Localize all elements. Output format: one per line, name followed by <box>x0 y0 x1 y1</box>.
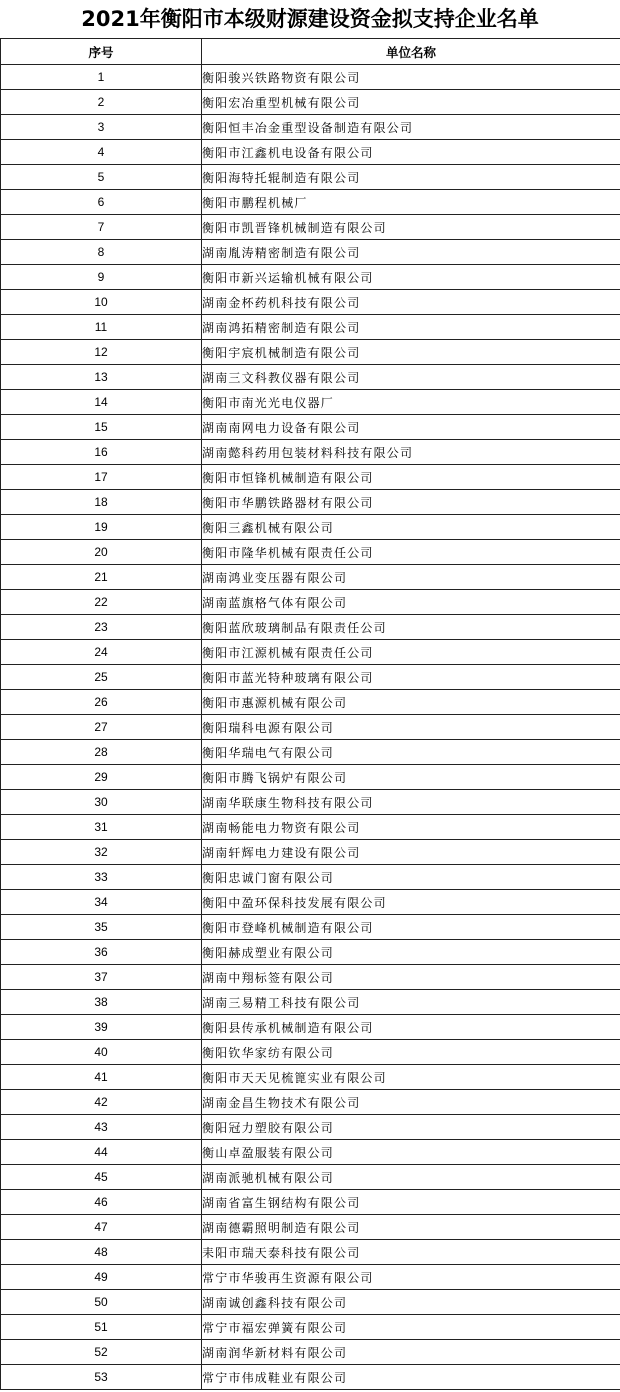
serial-number-cell: 10 <box>1 290 202 315</box>
company-name-cell: 湖南鸿业变压器有限公司 <box>202 565 620 590</box>
serial-number-cell: 18 <box>1 490 202 515</box>
company-name-cell: 常宁市福宏弹簧有限公司 <box>202 1315 620 1340</box>
table-row <box>1 1140 620 1165</box>
table-row <box>1 565 620 590</box>
serial-number-cell: 36 <box>1 940 202 965</box>
table-row <box>1 1115 620 1140</box>
company-name-cell: 衡阳瑞科电源有限公司 <box>202 715 620 740</box>
table-row <box>1 1240 620 1265</box>
company-name-cell: 湖南金杯药机科技有限公司 <box>202 290 620 315</box>
serial-number-cell: 29 <box>1 765 202 790</box>
company-name-cell: 湖南鸿拓精密制造有限公司 <box>202 315 620 340</box>
company-name-cell: 衡阳华瑞电气有限公司 <box>202 740 620 765</box>
company-name-cell: 湖南华联康生物科技有限公司 <box>202 790 620 815</box>
company-table <box>0 38 620 1390</box>
table-row <box>1 640 620 665</box>
serial-number-cell: 50 <box>1 1290 202 1315</box>
company-name-cell: 衡阳市天天见梳篦实业有限公司 <box>202 1065 620 1090</box>
company-name-cell: 衡阳钦华家纺有限公司 <box>202 1040 620 1065</box>
company-name-cell: 衡阳市恒锋机械制造有限公司 <box>202 465 620 490</box>
company-name-cell: 湖南金昌生物技术有限公司 <box>202 1090 620 1115</box>
serial-number-cell: 40 <box>1 1040 202 1065</box>
serial-number-cell: 43 <box>1 1115 202 1140</box>
company-name-cell: 衡阳市登峰机械制造有限公司 <box>202 915 620 940</box>
company-name-cell: 衡阳三鑫机械有限公司 <box>202 515 620 540</box>
table-row <box>1 315 620 340</box>
company-name-cell: 衡阳市华鹏铁路器材有限公司 <box>202 490 620 515</box>
table-row <box>1 90 620 115</box>
table-row <box>1 440 620 465</box>
table-row <box>1 265 620 290</box>
table-row <box>1 490 620 515</box>
company-name-cell: 常宁市华骏再生资源有限公司 <box>202 1265 620 1290</box>
serial-number-cell: 34 <box>1 890 202 915</box>
serial-number-cell: 27 <box>1 715 202 740</box>
table-row <box>1 940 620 965</box>
serial-number-cell: 3 <box>1 115 202 140</box>
company-name-cell: 衡阳骏兴铁路物资有限公司 <box>202 65 620 90</box>
serial-number-cell: 46 <box>1 1190 202 1215</box>
serial-number-cell: 16 <box>1 440 202 465</box>
company-name-cell: 湖南省富生钢结构有限公司 <box>202 1190 620 1215</box>
company-name-cell: 衡阳市新兴运输机械有限公司 <box>202 265 620 290</box>
company-name-cell: 衡阳市江源机械有限责任公司 <box>202 640 620 665</box>
serial-number-cell: 53 <box>1 1365 202 1390</box>
serial-number-cell: 20 <box>1 540 202 565</box>
table-row <box>1 990 620 1015</box>
company-name-cell: 常宁市伟成鞋业有限公司 <box>202 1365 620 1390</box>
company-name-cell: 衡山卓盈服装有限公司 <box>202 1140 620 1165</box>
table-header-row <box>1 39 620 65</box>
table-row <box>1 290 620 315</box>
table-row <box>1 815 620 840</box>
serial-number-cell: 2 <box>1 90 202 115</box>
table-row <box>1 515 620 540</box>
company-name-cell: 衡阳宏冶重型机械有限公司 <box>202 90 620 115</box>
company-name-cell: 湖南派驰机械有限公司 <box>202 1165 620 1190</box>
table-row <box>1 1165 620 1190</box>
table-row <box>1 540 620 565</box>
company-name-cell: 衡阳赫成塑业有限公司 <box>202 940 620 965</box>
company-name-cell: 湖南三文科教仪器有限公司 <box>202 365 620 390</box>
company-name-cell: 湖南德霸照明制造有限公司 <box>202 1215 620 1240</box>
serial-number-cell: 28 <box>1 740 202 765</box>
table-row <box>1 690 620 715</box>
table-row <box>1 1315 620 1340</box>
serial-number-cell: 19 <box>1 515 202 540</box>
table-row <box>1 190 620 215</box>
serial-number-cell: 8 <box>1 240 202 265</box>
company-name-cell: 衡阳海特托辊制造有限公司 <box>202 165 620 190</box>
company-name-cell: 衡阳市凯晋锋机械制造有限公司 <box>202 215 620 240</box>
serial-number-cell: 25 <box>1 665 202 690</box>
serial-number-cell: 9 <box>1 265 202 290</box>
serial-number-cell: 6 <box>1 190 202 215</box>
table-row <box>1 1290 620 1315</box>
table-row <box>1 415 620 440</box>
company-name-cell: 衡阳市鹏程机械厂 <box>202 190 620 215</box>
company-name-cell: 湖南懿科药用包装材料科技有限公司 <box>202 440 620 465</box>
serial-number-cell: 12 <box>1 340 202 365</box>
table-row <box>1 915 620 940</box>
table-row <box>1 165 620 190</box>
table-row <box>1 140 620 165</box>
table-row <box>1 740 620 765</box>
serial-number-cell: 7 <box>1 215 202 240</box>
serial-number-cell: 47 <box>1 1215 202 1240</box>
table-row <box>1 840 620 865</box>
table-row <box>1 1190 620 1215</box>
table-row <box>1 590 620 615</box>
table-row <box>1 340 620 365</box>
table-row <box>1 240 620 265</box>
table-row <box>1 665 620 690</box>
serial-number-cell: 32 <box>1 840 202 865</box>
table-row <box>1 890 620 915</box>
table-row <box>1 715 620 740</box>
company-name-cell: 湖南南网电力设备有限公司 <box>202 415 620 440</box>
table-row <box>1 215 620 240</box>
company-name-cell: 衡阳忠诚门窗有限公司 <box>202 865 620 890</box>
company-name-cell: 湖南诚创鑫科技有限公司 <box>202 1290 620 1315</box>
serial-number-cell: 33 <box>1 865 202 890</box>
company-name-cell: 湖南胤涛精密制造有限公司 <box>202 240 620 265</box>
serial-number-cell: 30 <box>1 790 202 815</box>
serial-number-cell: 23 <box>1 615 202 640</box>
table-row <box>1 1215 620 1240</box>
table-row <box>1 1015 620 1040</box>
serial-number-cell: 4 <box>1 140 202 165</box>
serial-number-cell: 37 <box>1 965 202 990</box>
serial-number-cell: 1 <box>1 65 202 90</box>
serial-number-cell: 44 <box>1 1140 202 1165</box>
serial-number-cell: 31 <box>1 815 202 840</box>
company-name-cell: 湖南润华新材料有限公司 <box>202 1340 620 1365</box>
company-name-cell: 湖南轩辉电力建设有限公司 <box>202 840 620 865</box>
serial-number-cell: 38 <box>1 990 202 1015</box>
serial-number-cell: 24 <box>1 640 202 665</box>
table-row <box>1 1365 620 1390</box>
table-row <box>1 390 620 415</box>
company-name-cell: 衡阳市惠源机械有限公司 <box>202 690 620 715</box>
table-row <box>1 865 620 890</box>
serial-number-cell: 14 <box>1 390 202 415</box>
table-row <box>1 1090 620 1115</box>
company-name-cell: 衡阳恒丰冶金重型设备制造有限公司 <box>202 115 620 140</box>
table-row <box>1 615 620 640</box>
page-title: 2021年衡阳市本级财源建设资金拟支持企业名单 <box>81 7 539 31</box>
company-name-cell: 衡阳宇宸机械制造有限公司 <box>202 340 620 365</box>
serial-number-cell: 5 <box>1 165 202 190</box>
company-name-cell: 衡阳冠力塑胶有限公司 <box>202 1115 620 1140</box>
table-row <box>1 790 620 815</box>
table-row <box>1 465 620 490</box>
company-name-cell: 湖南畅能电力物资有限公司 <box>202 815 620 840</box>
serial-number-cell: 26 <box>1 690 202 715</box>
company-name-cell: 耒阳市瑞天泰科技有限公司 <box>202 1240 620 1265</box>
company-name-cell: 衡阳蓝欣玻璃制品有限责任公司 <box>202 615 620 640</box>
table-row <box>1 365 620 390</box>
serial-number-cell: 22 <box>1 590 202 615</box>
table-row <box>1 765 620 790</box>
serial-number-cell: 11 <box>1 315 202 340</box>
serial-number-cell: 42 <box>1 1090 202 1115</box>
table-row <box>1 1265 620 1290</box>
company-name-cell: 衡阳市江鑫机电设备有限公司 <box>202 140 620 165</box>
company-name-cell: 湖南中翔标签有限公司 <box>202 965 620 990</box>
header-serial-number: 序号 <box>1 39 202 65</box>
table-row <box>1 1340 620 1365</box>
table-row <box>1 115 620 140</box>
serial-number-cell: 13 <box>1 365 202 390</box>
serial-number-cell: 17 <box>1 465 202 490</box>
serial-number-cell: 45 <box>1 1165 202 1190</box>
table-row <box>1 65 620 90</box>
company-name-cell: 衡阳县传承机械制造有限公司 <box>202 1015 620 1040</box>
company-name-cell: 衡阳市南光光电仪器厂 <box>202 390 620 415</box>
company-name-cell: 衡阳市腾飞锅炉有限公司 <box>202 765 620 790</box>
serial-number-cell: 21 <box>1 565 202 590</box>
serial-number-cell: 51 <box>1 1315 202 1340</box>
serial-number-cell: 15 <box>1 415 202 440</box>
company-name-cell: 衡阳市隆华机械有限责任公司 <box>202 540 620 565</box>
company-name-cell: 衡阳市蓝光特种玻璃有限公司 <box>202 665 620 690</box>
serial-number-cell: 35 <box>1 915 202 940</box>
serial-number-cell: 39 <box>1 1015 202 1040</box>
company-name-cell: 湖南蓝旗格气体有限公司 <box>202 590 620 615</box>
table-row <box>1 1065 620 1090</box>
header-company-name: 单位名称 <box>202 39 620 65</box>
serial-number-cell: 41 <box>1 1065 202 1090</box>
serial-number-cell: 49 <box>1 1265 202 1290</box>
company-name-cell: 衡阳中盈环保科技发展有限公司 <box>202 890 620 915</box>
serial-number-cell: 48 <box>1 1240 202 1265</box>
table-row <box>1 965 620 990</box>
table-row <box>1 1040 620 1065</box>
company-name-cell: 湖南三易精工科技有限公司 <box>202 990 620 1015</box>
serial-number-cell: 52 <box>1 1340 202 1365</box>
